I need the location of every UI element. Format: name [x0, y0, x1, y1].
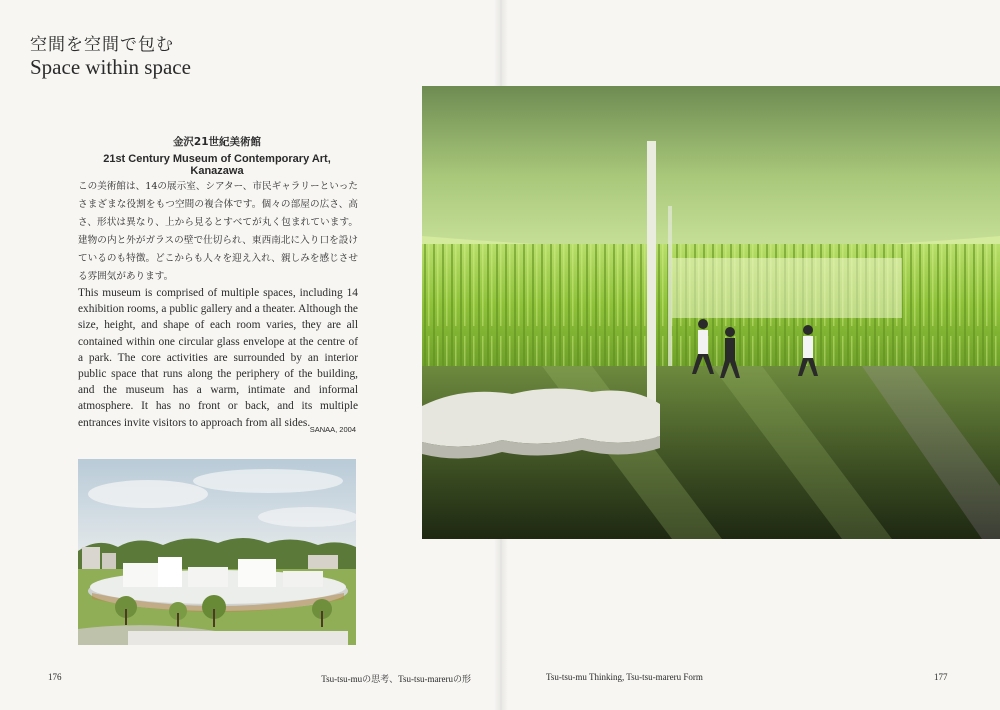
- museum-aerial-photo: [78, 459, 356, 645]
- page-heading-en: Space within space: [30, 55, 191, 79]
- page-number-right: 177: [934, 672, 948, 682]
- architect-credit: SANAA, 2004: [309, 425, 356, 434]
- museum-name-jp: 金沢21世紀美術館: [172, 136, 262, 148]
- running-title-left: Tsu-tsu-muの思考、Tsu-tsu-mareruの形: [321, 674, 471, 684]
- running-title-right: Tsu-tsu-mu Thinking, Tsu-tsu-mareru Form: [546, 672, 703, 682]
- page-number-left: 176: [48, 672, 62, 682]
- page-heading-jp: 空間を空間で包む: [30, 35, 174, 55]
- description-en: This museum is comprised of multiple spaces, including 14 exhibition rooms, a public gallery and a theater. Although the size, height, and shape of each room varies, they are all contained within one circular glass envelope at the centre of a park. The core activities are surrounded by an interior public space that runs along the periphery of the building, and the museum has a warm, intimate and informal atmosphere. It has no front or back, and its multiple entrances invite visitors to approach from all sides.: [78, 287, 358, 429]
- description-jp: この美術館は、14の展示室、シアター、市民ギャラリーといったさまざまな役割をもつ空間の複合体です。個々の部屋の広さ、高さ、形状は異なり、上から見るとすべてが丸く包まれています。建物の内と外がガラスの壁で仕切られ、東西南北に入り口を設けているのも特徴。どこからも人々を迎え入れ、親しみを感じさせる雰囲気があります。: [78, 181, 358, 282]
- museum-name-en: 21st Century Museum of Contemporary Art, Kanazawa: [103, 153, 331, 177]
- museum-interior-photo: [422, 86, 1000, 539]
